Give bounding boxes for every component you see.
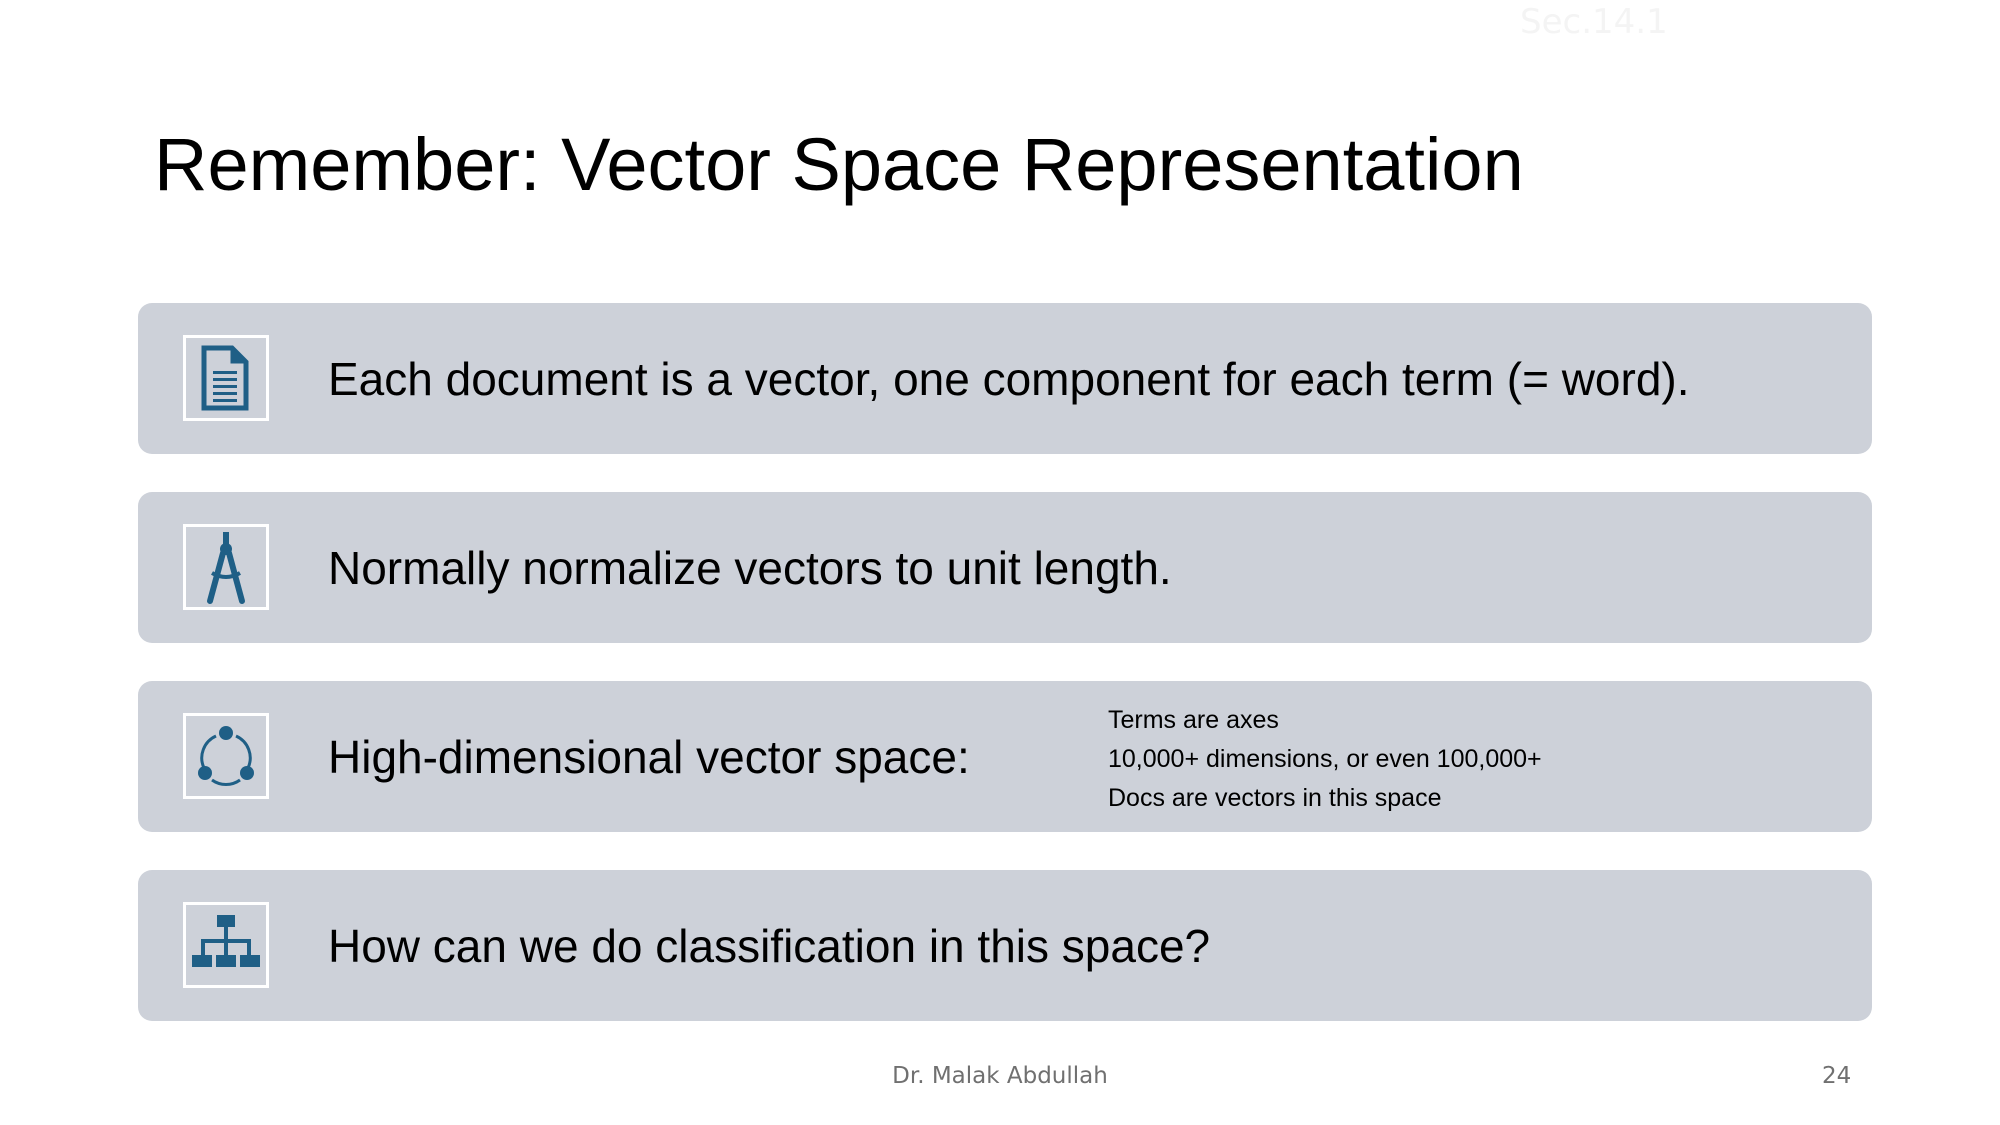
detail-list	[1108, 701, 1542, 818]
footer-author: Dr. Malak Abdullah	[892, 1063, 1108, 1089]
content-row-2	[138, 492, 1872, 643]
cycle-icon	[183, 713, 269, 799]
row-text: Normally normalize vectors to unit length.	[328, 541, 1172, 594]
content-row-4	[138, 870, 1872, 1021]
content-row-3	[138, 681, 1872, 832]
section-tag: Sec.14.1	[1520, 2, 1668, 42]
slide-title: Remember: Vector Space Representation	[154, 123, 1524, 206]
row-text: High-dimensional vector space:	[328, 730, 970, 783]
row-text: Each document is a vector, one component for each term (= word).	[328, 352, 1690, 405]
hierarchy-icon	[183, 902, 269, 988]
row-text: How can we do classification in this space?	[328, 919, 1211, 972]
document-icon	[183, 335, 269, 421]
detail-item: Terms are axes	[1108, 706, 1279, 734]
content-row-1	[138, 303, 1872, 454]
detail-item: Docs are vectors in this space	[1108, 784, 1442, 812]
detail-item: 10,000+ dimensions, or even 100,000+	[1108, 745, 1542, 773]
page-number: 24	[1822, 1063, 1852, 1089]
compass-icon	[183, 524, 269, 610]
